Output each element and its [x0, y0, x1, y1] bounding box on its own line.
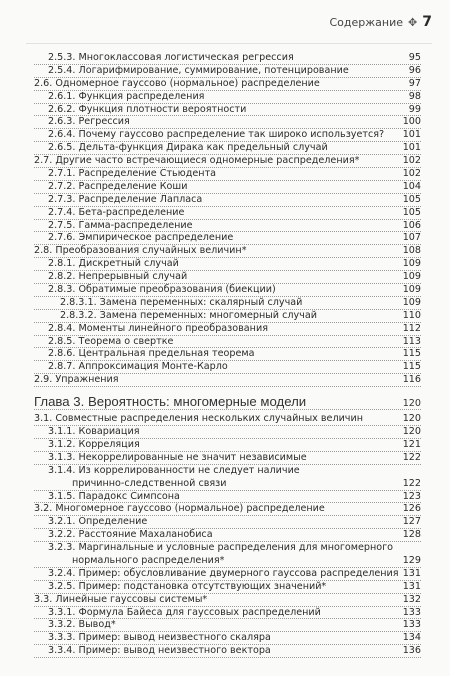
toc-entry-page: 115	[402, 348, 421, 360]
toc-entry	[34, 116, 421, 129]
toc-entry-page: 129	[402, 554, 421, 566]
toc-entry-page: 106	[402, 219, 421, 231]
toc-entry	[34, 348, 421, 361]
page-header	[330, 14, 433, 30]
toc-entry-title: 2.8.3.1. Замена переменных: скалярный случай	[60, 296, 303, 308]
toc-entry-title: 3.1.4. Из коррелированности не следует наличие	[48, 464, 300, 476]
toc-entry-title: 2.8.4. Моменты линейного преобразования	[48, 322, 268, 334]
toc-entry-page: 120	[402, 426, 421, 438]
toc-entry-title: 2.6.1. Функция распределения	[48, 90, 205, 102]
toc-entry	[34, 207, 421, 220]
toc-entry-page: 116	[402, 374, 421, 386]
toc-entry-page: 120	[402, 413, 421, 425]
toc-entry-title: 2.7.1. Распределение Стьюдента	[48, 168, 217, 180]
toc-entry	[34, 245, 421, 258]
toc-entry-page: 102	[402, 168, 421, 180]
toc-entry	[34, 104, 421, 117]
toc-entry	[34, 465, 421, 478]
toc-entry-page: 101	[402, 142, 421, 154]
toc-entry-page: 128	[402, 529, 421, 541]
toc-entry-title: 2.7.3. Распределение Лапласа	[48, 193, 203, 205]
toc-entry-title: 2.8.5. Теорема о свертке	[48, 335, 174, 347]
toc-entry	[34, 168, 421, 181]
toc-entry-page: 96	[408, 64, 421, 76]
toc-entry	[34, 181, 421, 194]
toc-entry	[34, 413, 421, 426]
toc-entry	[34, 220, 421, 233]
toc-entry	[34, 516, 421, 529]
toc-entry-page: 98	[408, 90, 421, 102]
toc-entry-title: 2.7.4. Бета-распределение	[48, 206, 185, 218]
toc-entry	[34, 361, 421, 374]
toc-entry-page: 104	[402, 180, 421, 192]
toc-entry-page: 113	[402, 335, 421, 347]
toc-entry-title: 2.7.6. Эмпирическое распределение	[48, 232, 234, 244]
toc-entry	[34, 594, 421, 607]
toc-entry	[34, 426, 421, 439]
toc-entry-title: 3.3.3. Пример: вывод неизвестного скаляра	[48, 632, 271, 644]
page-number: 7	[422, 14, 432, 30]
toc-entry-page: 126	[402, 503, 421, 515]
toc-entry	[34, 310, 421, 323]
toc-entry-page: 133	[402, 619, 421, 631]
toc-entry-title: 2.6.5. Дельта-функция Дирака как предельный случай	[48, 142, 328, 154]
toc-entry-title: 3.1. Совместные распределения нескольких случайных величин	[34, 413, 363, 425]
toc-entry-title: 2.6.3. Регрессия	[48, 116, 130, 128]
toc-entry-page: 112	[402, 322, 421, 334]
toc-entry-page: 109	[402, 284, 421, 296]
toc-entry-page: 134	[402, 632, 421, 644]
toc-entry	[34, 632, 421, 645]
toc-entry-title: 2.5.4. Логарифмирование, суммирование, потенцирование	[48, 64, 349, 76]
toc-entry-page: 109	[402, 271, 421, 283]
toc-entry	[34, 129, 421, 142]
toc-entry-title: 2.6. Одномерное гауссово (нормальное) распределение	[34, 77, 320, 89]
toc-entry-title: 3.3.2. Вывод*	[48, 619, 116, 631]
toc-entry-title: 3.2. Многомерное гауссово (нормальное) распределение	[34, 503, 325, 515]
toc-entry-page: 136	[402, 645, 421, 657]
toc-chapter-heading	[34, 393, 421, 410]
table-of-contents	[34, 52, 421, 658]
toc-entry-page: 122	[402, 451, 421, 463]
toc-entry-page: 115	[402, 361, 421, 373]
toc-entry	[34, 645, 421, 658]
toc-entry-title: 2.8.1. Дискретный случай	[48, 258, 179, 270]
toc-entry-title: 3.2.4. Пример: обусловливание двумерного гауссова распределения	[48, 567, 399, 579]
toc-entry-page: 95	[408, 52, 421, 63]
toc-entry	[34, 374, 421, 387]
toc-entry-page: 121	[402, 438, 421, 450]
toc-entry	[34, 271, 421, 284]
toc-entry	[34, 194, 421, 207]
toc-entry-page: 109	[402, 258, 421, 270]
toc-entry-title: 2.5.3. Многоклассовая логистическая регрессия	[48, 52, 294, 63]
toc-entry	[34, 555, 421, 568]
toc-entry	[34, 336, 421, 349]
toc-entry	[34, 619, 421, 632]
toc-entry-page: 120	[402, 398, 421, 410]
toc-entry	[34, 529, 421, 542]
toc-entry-page: 105	[402, 193, 421, 205]
toc-entry-page: 122	[402, 477, 421, 489]
toc-entry-page: 99	[408, 103, 421, 115]
toc-entry-title: 3.3. Линейные гауссовы системы*	[34, 593, 208, 605]
toc-entry	[34, 452, 421, 465]
toc-entry-title: 2.6.4. Почему гауссово распределение так широко используется?	[48, 129, 385, 141]
toc-entry-title: 3.1.3. Некоррелированные не значит независимые	[48, 451, 307, 463]
toc-entry-title: 2.7.2. Распределение Коши	[48, 180, 188, 192]
toc-entry-page: 108	[402, 245, 421, 257]
toc-entry-page: 105	[402, 206, 421, 218]
toc-entry-title: 2.8.2. Непрерывный случай	[48, 271, 188, 283]
toc-entry-title: 2.8.3. Обратимые преобразования (биекции)	[48, 284, 276, 296]
toc-entry	[34, 297, 421, 310]
toc-entry-title: 2.7.5. Гамма-распределение	[48, 219, 193, 231]
toc-entry	[34, 78, 421, 91]
toc-entry-title: нормального распределения*	[72, 554, 225, 566]
running-title: Содержание	[329, 15, 404, 29]
toc-entry-title: 3.2.2. Расстояние Махаланобиса	[48, 529, 213, 541]
toc-entry	[34, 439, 421, 452]
toc-entry-page: 133	[402, 606, 421, 618]
toc-entry	[34, 568, 421, 581]
toc-entry	[34, 258, 421, 271]
toc-entry	[34, 65, 421, 78]
toc-entry-title: 2.8.7. Аппроксимация Монте-Карло	[48, 361, 228, 373]
toc-entry-title: причинно-следственной связи	[72, 477, 227, 489]
toc-entry	[34, 323, 421, 336]
toc-entry-title: 3.1.1. Ковариация	[48, 426, 140, 438]
toc-entry-title: 2.9. Упражнения	[34, 374, 119, 386]
toc-entry-page: 131	[402, 567, 421, 579]
toc-entry-page: 127	[402, 516, 421, 528]
toc-entry-page: 100	[402, 116, 421, 128]
toc-entry	[34, 542, 421, 555]
toc-entry	[34, 52, 421, 65]
diamond-icon: ✥	[408, 15, 418, 29]
toc-entry-title: 3.1.5. Парадокс Симпсона	[48, 490, 180, 502]
toc-entry	[34, 91, 421, 104]
toc-entry-page: 123	[402, 490, 421, 502]
toc-entry-page: 101	[402, 129, 421, 141]
toc-entry-title: Глава 3. Вероятность: многомерные модели	[34, 394, 307, 410]
toc-entry-page: 107	[402, 232, 421, 244]
toc-entry	[34, 232, 421, 245]
toc-entry	[34, 284, 421, 297]
toc-entry-page: 102	[402, 155, 421, 167]
toc-entry	[34, 142, 421, 155]
toc-entry-title: 2.8. Преобразования случайных величин*	[34, 245, 247, 257]
toc-entry-title: 3.3.1. Формула Байеса для гауссовых распределений	[48, 606, 321, 618]
toc-entry	[34, 607, 421, 620]
toc-entry-page: 132	[402, 593, 421, 605]
toc-entry-page: 97	[408, 77, 421, 89]
toc-entry-title: 3.2.1. Определение	[48, 516, 148, 528]
toc-entry-page: 109	[402, 296, 421, 308]
toc-entry-page: 131	[402, 580, 421, 592]
toc-entry-title: 3.1.2. Корреляция	[48, 438, 140, 450]
toc-entry	[34, 581, 421, 594]
header-divider	[26, 43, 432, 44]
toc-entry-title: 2.7. Другие часто встречающиеся одномерные распределения*	[34, 155, 360, 167]
toc-entry-title: 2.6.2. Функция плотности вероятности	[48, 103, 247, 115]
toc-entry-title: 2.8.6. Центральная предельная теорема	[48, 348, 255, 360]
toc-entry	[34, 155, 421, 168]
toc-entry	[34, 478, 421, 491]
toc-entry-page: 110	[402, 309, 421, 321]
toc-entry	[34, 491, 421, 504]
toc-entry-title: 2.8.3.2. Замена переменных: многомерный случай	[60, 309, 317, 321]
toc-entry-title: 3.2.3. Маргинальные и условные распределения для многомерного	[48, 542, 394, 554]
toc-entry-title: 3.2.5. Пример: подстановка отсутствующих значений*	[48, 580, 327, 592]
toc-entry-title: 3.3.4. Пример: вывод неизвестного вектора	[48, 645, 271, 657]
toc-entry	[34, 503, 421, 516]
